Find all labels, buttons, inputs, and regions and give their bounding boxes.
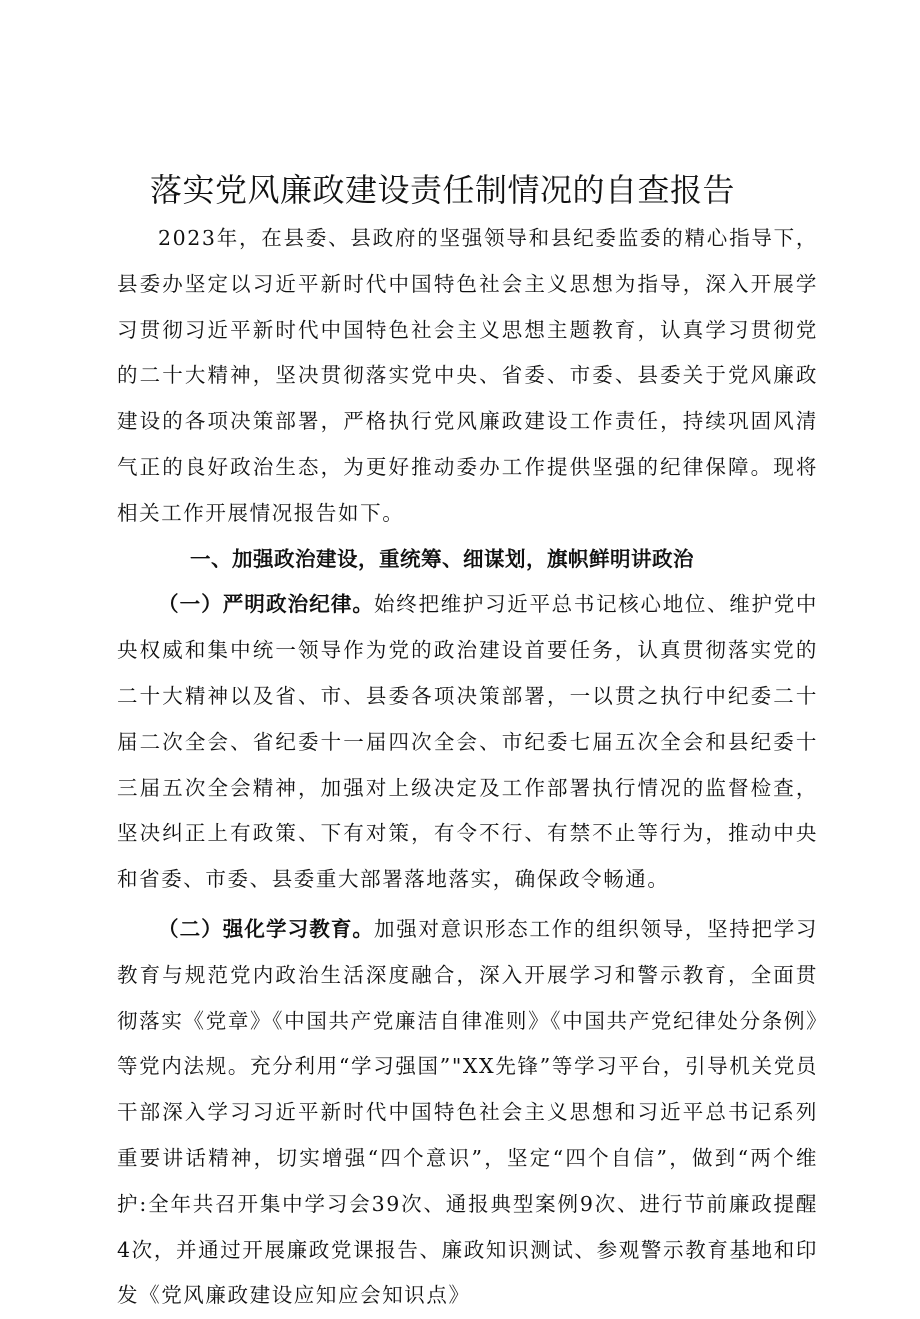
item-paragraph-study-education (117, 907, 818, 1319)
intro-paragraph: 2023年，在县委、县政府的坚强领导和县纪委监委的精心指导下，县委办坚定以习近平新时代中国特色社会主义思想为指导，深入开展学习贯彻习近平新时代中国特色社会主义思想主题教育，认真学习贯彻党的二十大精神，坚决贯彻落实党中央、省委、市委、县委关于党风廉政建设的各项决策部署，严格执行党风廉政建设工作责任，持续巩固风清气正的良好政治生态，为更好推动委办工作提供坚强的纪律保障。现将相关工作开展情况报告如下。 (117, 226, 818, 525)
item-body-study-education: 加强对意识形态工作的组织领导，坚持把学习教育与规范党内政治生活深度融合，深入开展学习和警示教育，全面贯彻落实《党章》《中国共产党廉洁自律准则》《中国共产党纪律处分条例》等党内法规。充分利用“学习强国”"XX先锋”等学习平台，引导机关党员干部深入学习习近平新时代中国特色社会主义思想和习近平总书记系列重要讲话精神，切实增强“四个意识”，坚定“四个自信”，做到“两个维护:全年共召开集中学习会39次、通报典型案例9次、进行节前廉政提醒4次，并通过开展廉政党课报告、廉政知识测试、参观警示教育基地和印发《党风廉政建设应知应会知识点》 (117, 916, 819, 1308)
document-title: 落实党风廉政建设责任制情况的自查报告 (150, 171, 736, 209)
document-body (117, 168, 818, 1319)
item-lead-political-discipline: （一）严明政治纪律。 (158, 592, 375, 617)
section-heading: 一、加强政治建设，重统筹、细谋划，旗帜鲜明讲政治 (190, 546, 694, 571)
item-paragraph-political-discipline (117, 582, 818, 903)
item-body-political-discipline: 始终把维护习近平总书记核心地位、维护党中央权威和集中统一领导作为党的政治建设首要任务，认真贯彻落实党的二十大精神以及省、市、县委各项决策部署，一以贯之执行中纪委二十届二次全会、省纪委十一届四次全会、市纪委七届五次全会和县纪委十三届五次全会精神，加强对上级决定及工作部署执行情况的监督检查，坚决纠正上有政策、下有对策，有令不行、有禁不止等行为，推动中央和省委、市委、县委重大部署落地落实，确保政令畅通。 (117, 592, 819, 892)
item-lead-study-education: （二）强化学习教育。 (158, 916, 375, 941)
